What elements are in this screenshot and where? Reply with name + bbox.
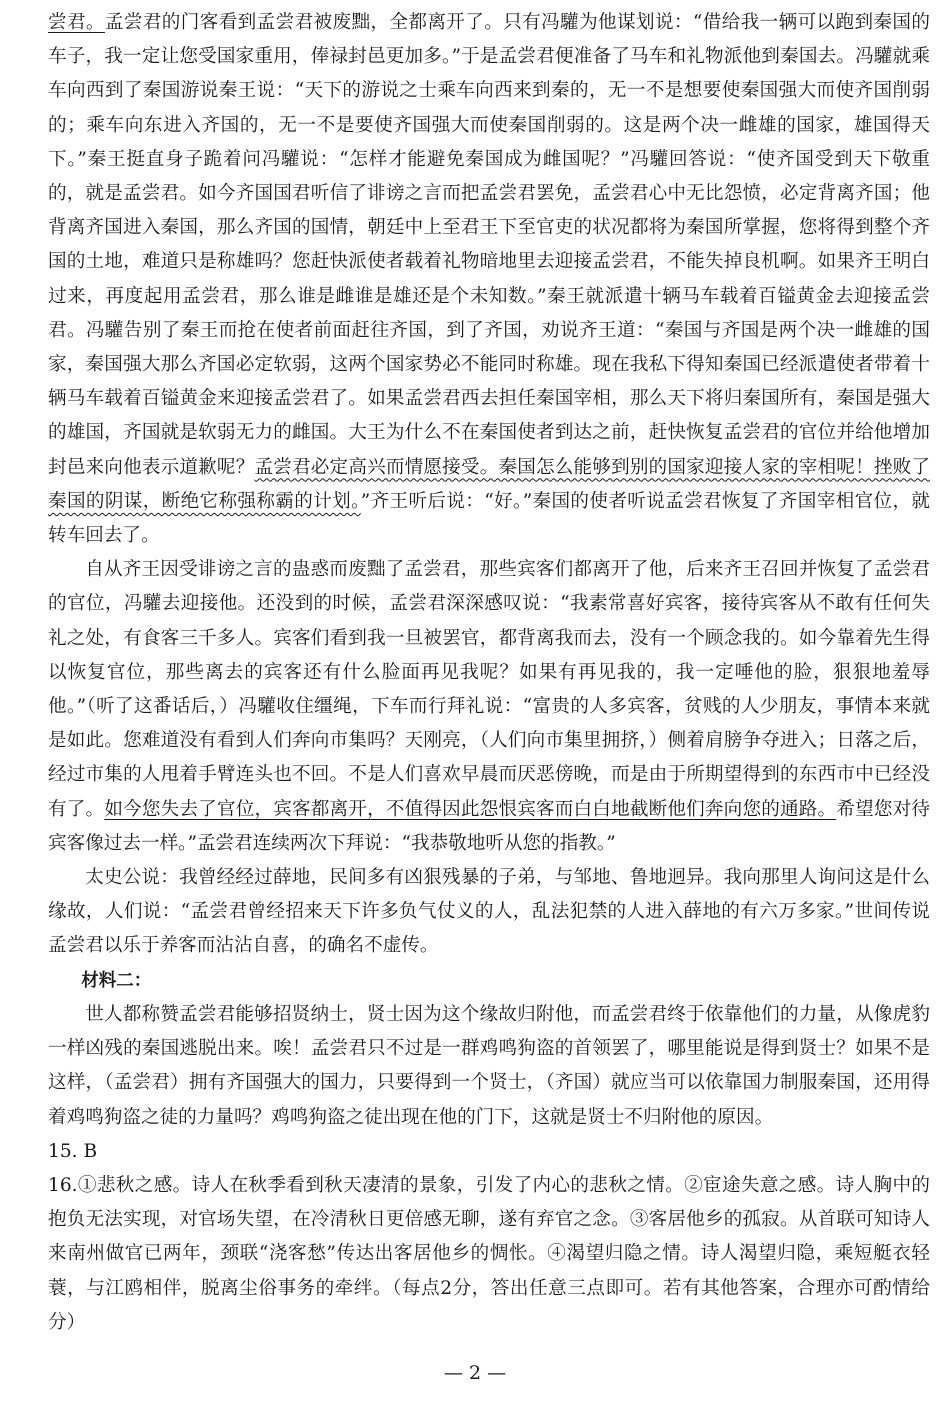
underlined-text: 如今您失去了官位，宾客都离开，不值得因此怨恨宾客而白白地截断他们奔向您的通路。 <box>104 798 837 820</box>
answer-15: 15. B <box>48 1140 98 1162</box>
section-heading: 材料二： <box>81 970 152 991</box>
paragraph-text: 希望您对待宾客像过去一样。”孟尝君连续两次下拜说：“我恭敬地听从您的指教。” <box>48 798 930 854</box>
paragraph-4: 世人都称赞孟尝君能够招贤纳士，贤士因为这个缘故归附他，而孟尝君终于依靠他们的力量，从像虎豹一样凶残的秦国逃脱出来。唉！孟尝君只不过是一群鸡鸣狗盗的首领罢了，哪里能说是得到贤士？如果不是这样，（孟尝君）拥有齐国强大的国力，只要得到一个贤士，（齐国）就应当可以依靠国力制服秦国，还用得着鸡鸣狗盗之徒的力量吗？鸡鸣狗盗之徒出现在他的门下，这就是贤士不归附他的原因。 <box>48 1003 930 1128</box>
paragraph-text: 自从齐王因受诽谤之言的蛊惑而废黜了孟尝君，那些宾客们都离开了他，后来齐王召回并恢复了孟尝君的官位，冯驩去迎接他。还没到的时候，孟尝君深深感叹说：“我素常喜好宾客，接待宾客从不敢有任何失礼之处，有食客三千多人。宾客们看到我一旦被罢官，都背离我而去，没有一个顾念我的。如今靠着先生得以恢复官位，那些离去的宾客还有什么脸面再见我呢？如果有再见我的，我一定唾他的脸，狠狠地羞辱他。”（听了这番话后，）冯驩收住缰绳，下车而行拜礼说：“富贵的人多宾客，贫贱的人少朋友，事情本来就是如此。您难道没有看到人们奔向市集吗？天刚亮，（人们向市集里拥挤，）侧着肩膀争夺进入；日落之后，经过市集的人甩着手臂连头也不回。不是人们喜欢早晨而厌恶傍晚，而是由于所期望得到的东西市中已经没有了。 <box>48 559 930 820</box>
paragraph-text: ”齐王听后说：“好。”秦国的使者听说孟尝君恢复了齐国宰相官位，就转车回去了。 <box>48 490 930 547</box>
paragraph-3: 太史公说：我曾经经过薛地，民间多有凶狠残暴的子弟，与邹地、鲁地迥异。我向那里人询问这是什么缘故，人们说：“孟尝君曾经招来天下许多负气仗义的人，乱法犯禁的人进入薛地的有六万多家。”世间传说孟尝君以乐于养客而沾沾自喜，的确名不虚传。 <box>48 867 930 957</box>
paragraph-2 <box>48 553 930 861</box>
paragraph-1 <box>48 6 930 553</box>
question-number: 16. <box>48 1174 78 1196</box>
answer-text: ①悲秋之感。诗人在秋季看到秋天凄清的景象，引发了内心的悲秋之情。②宦途失意之感。诗人胸中的抱负无法实现，对官场失望，在冷清秋日更倍感无聊，遂有弃官之念。③客居他乡的孤寂。从首联可知诗人来南州做官已两年，颈联“浇客愁”传达出客居他乡的惆怅。④渴望归隐之情。诗人渴望归隐，乘短艇衣轻蓑，与江鸥相伴，脱离尘俗事务的牵绊。（每点2分，答出任意三点即可。若有其他答案，合理亦可酌情给分） <box>48 1174 930 1333</box>
answer-16 <box>48 1169 930 1340</box>
wavy-underlined-text: 孟尝君必定高兴而情愿接受。秦国怎么能够到别的国家迎接人家的宰相呢！挫败了秦国的阴谋，断绝它称强称霸的计划。 <box>48 456 930 512</box>
paragraph-text: 孟尝君的门客看到孟尝君被废黜，全都离开了。只有冯驩为他谋划说：“借给我一辆可以跑到秦国的车子，我一定让您受国家重用，俸禄封邑更加多。”于是孟尝君便准备了马车和礼物派他到秦国去。冯驩就乘车向西到了秦国游说秦王说：“天下的游说之士乘车向西来到秦的，无一不是想要使秦国强大而使齐国削弱的；乘车向东进入齐国的，无一不是要使齐国强大而使秦国削弱的。这是两个决一雌雄的国家，雄国得天下。”秦王挺直身子跪着问冯驩说：“怎样才能避免秦国成为雌国呢？”冯驩回答说：“使齐国受到天下敬重的，就是孟尝君。如今齐国国君听信了诽谤之言而把孟尝君罢免，孟尝君心中无比怨愤，必定背离齐国；他背离齐国进入秦国，那么齐国的国情，朝廷中上至君王下至官吏的状况都将为秦国所掌握，您将得到整个齐国的土地，难道只是称雄吗？您赶快派使者载着礼物暗地里去迎接孟尝君，不能失掉良机啊。如果齐王明白过来，再度起用孟尝君，那么谁是雌谁是雄还是个未知数。”秦王就派遣十辆马车载着百镒黄金去迎接孟尝君。冯驩告别了秦王而抢在使者前面赶往齐国，到了齐国，劝说齐王道：“秦国与齐国是两个决一雌雄的国家，秦国强大那么齐国必定软弱，这两个国家势必不能同时称雄。现在我私下得知秦国已经派遣使者带着十辆马车载着百镒黄金来迎接孟尝君了。如果孟尝君西去担任秦国宰相，那么天下将归秦国所有，秦国是强大的雄国，齐国就是软弱无力的雌国。大王为什么不在秦国使者到达之前，赶快恢复孟尝君的官位并给他增加封邑来向他表示道歉呢？ <box>48 12 930 478</box>
document-page <box>48 6 930 1340</box>
page-number: — 2 — <box>443 1362 507 1384</box>
underlined-text: 尝君。 <box>48 12 105 33</box>
